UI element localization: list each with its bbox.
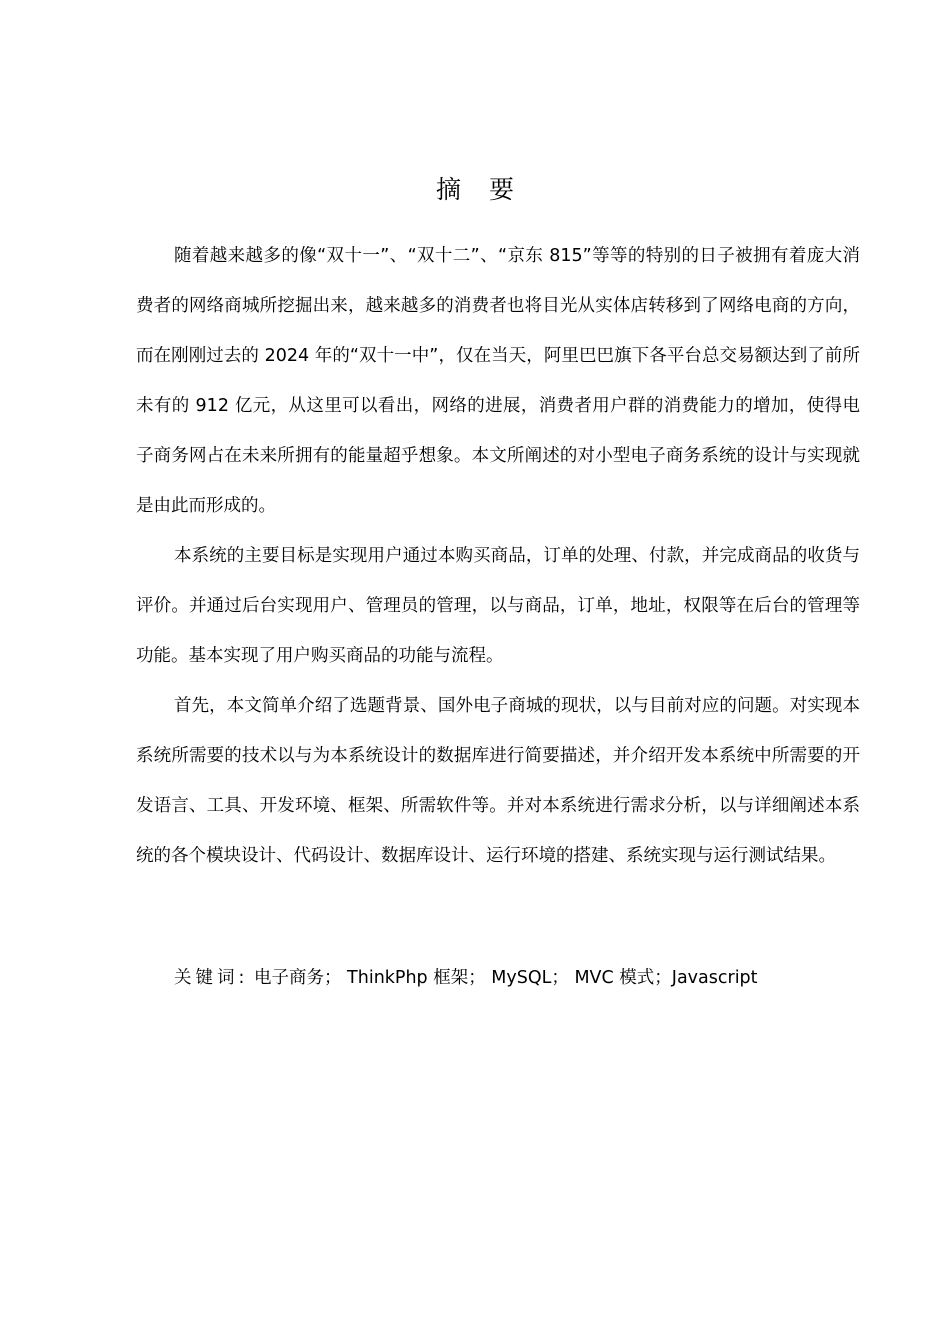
abstract-paragraph-3: 首先，本文简单介绍了选题背景、国外电子商城的现状，以与目前对应的问题。对实现本系统所需要的技术以与为本系统设计的数据库进行简要描述，并介绍开发本系统中所需要的开发语言、工具、开发环境、框架、所需软件等。并对本系统进行需求分析，以与详细阐述本系统的各个模块设计、代码设计、数据库设计、运行环境的搭建、系统实现与运行测试结果。 — [136, 696, 860, 866]
keywords-line — [174, 953, 864, 1003]
abstract-paragraph-2: 本系统的主要目标是实现用户通过本购买商品，订单的处理、付款，并完成商品的收货与评价。并通过后台实现用户、管理员的管理，以与商品，订单，地址，权限等在后台的管理等功能。基本实现了用户购买商品的功能与流程。 — [136, 546, 860, 666]
keywords-label: 关键词: — [174, 968, 249, 988]
keywords-text: 电子商务； ThinkPhp 框架； MySQL； MVC 模式；Javascript — [253, 968, 758, 988]
abstract-body — [136, 231, 860, 881]
abstract-paragraph-1: 随着越来越多的像“双十一”、“双十二”、“京东 815”等等的特别的日子被拥有着庞大消费者的网络商城所挖掘出来，越来越多的消费者也将目光从实体店转移到了网络电商的方向，而在刚刚过去的 2024 年的“双十一中”，仅在当天，阿里巴巴旗下各平台总交易额达到了前所未有的 912 亿元，从这里可以看出，网络的进展，消费者用户群的消费能力的增加，使得电子商务网占在未来所拥有的能量超乎想象。本文所阐述的对小型电子商务系统的设计与实现就是由此而形成的。 — [136, 246, 860, 516]
abstract-title: 摘 要 — [436, 175, 524, 204]
